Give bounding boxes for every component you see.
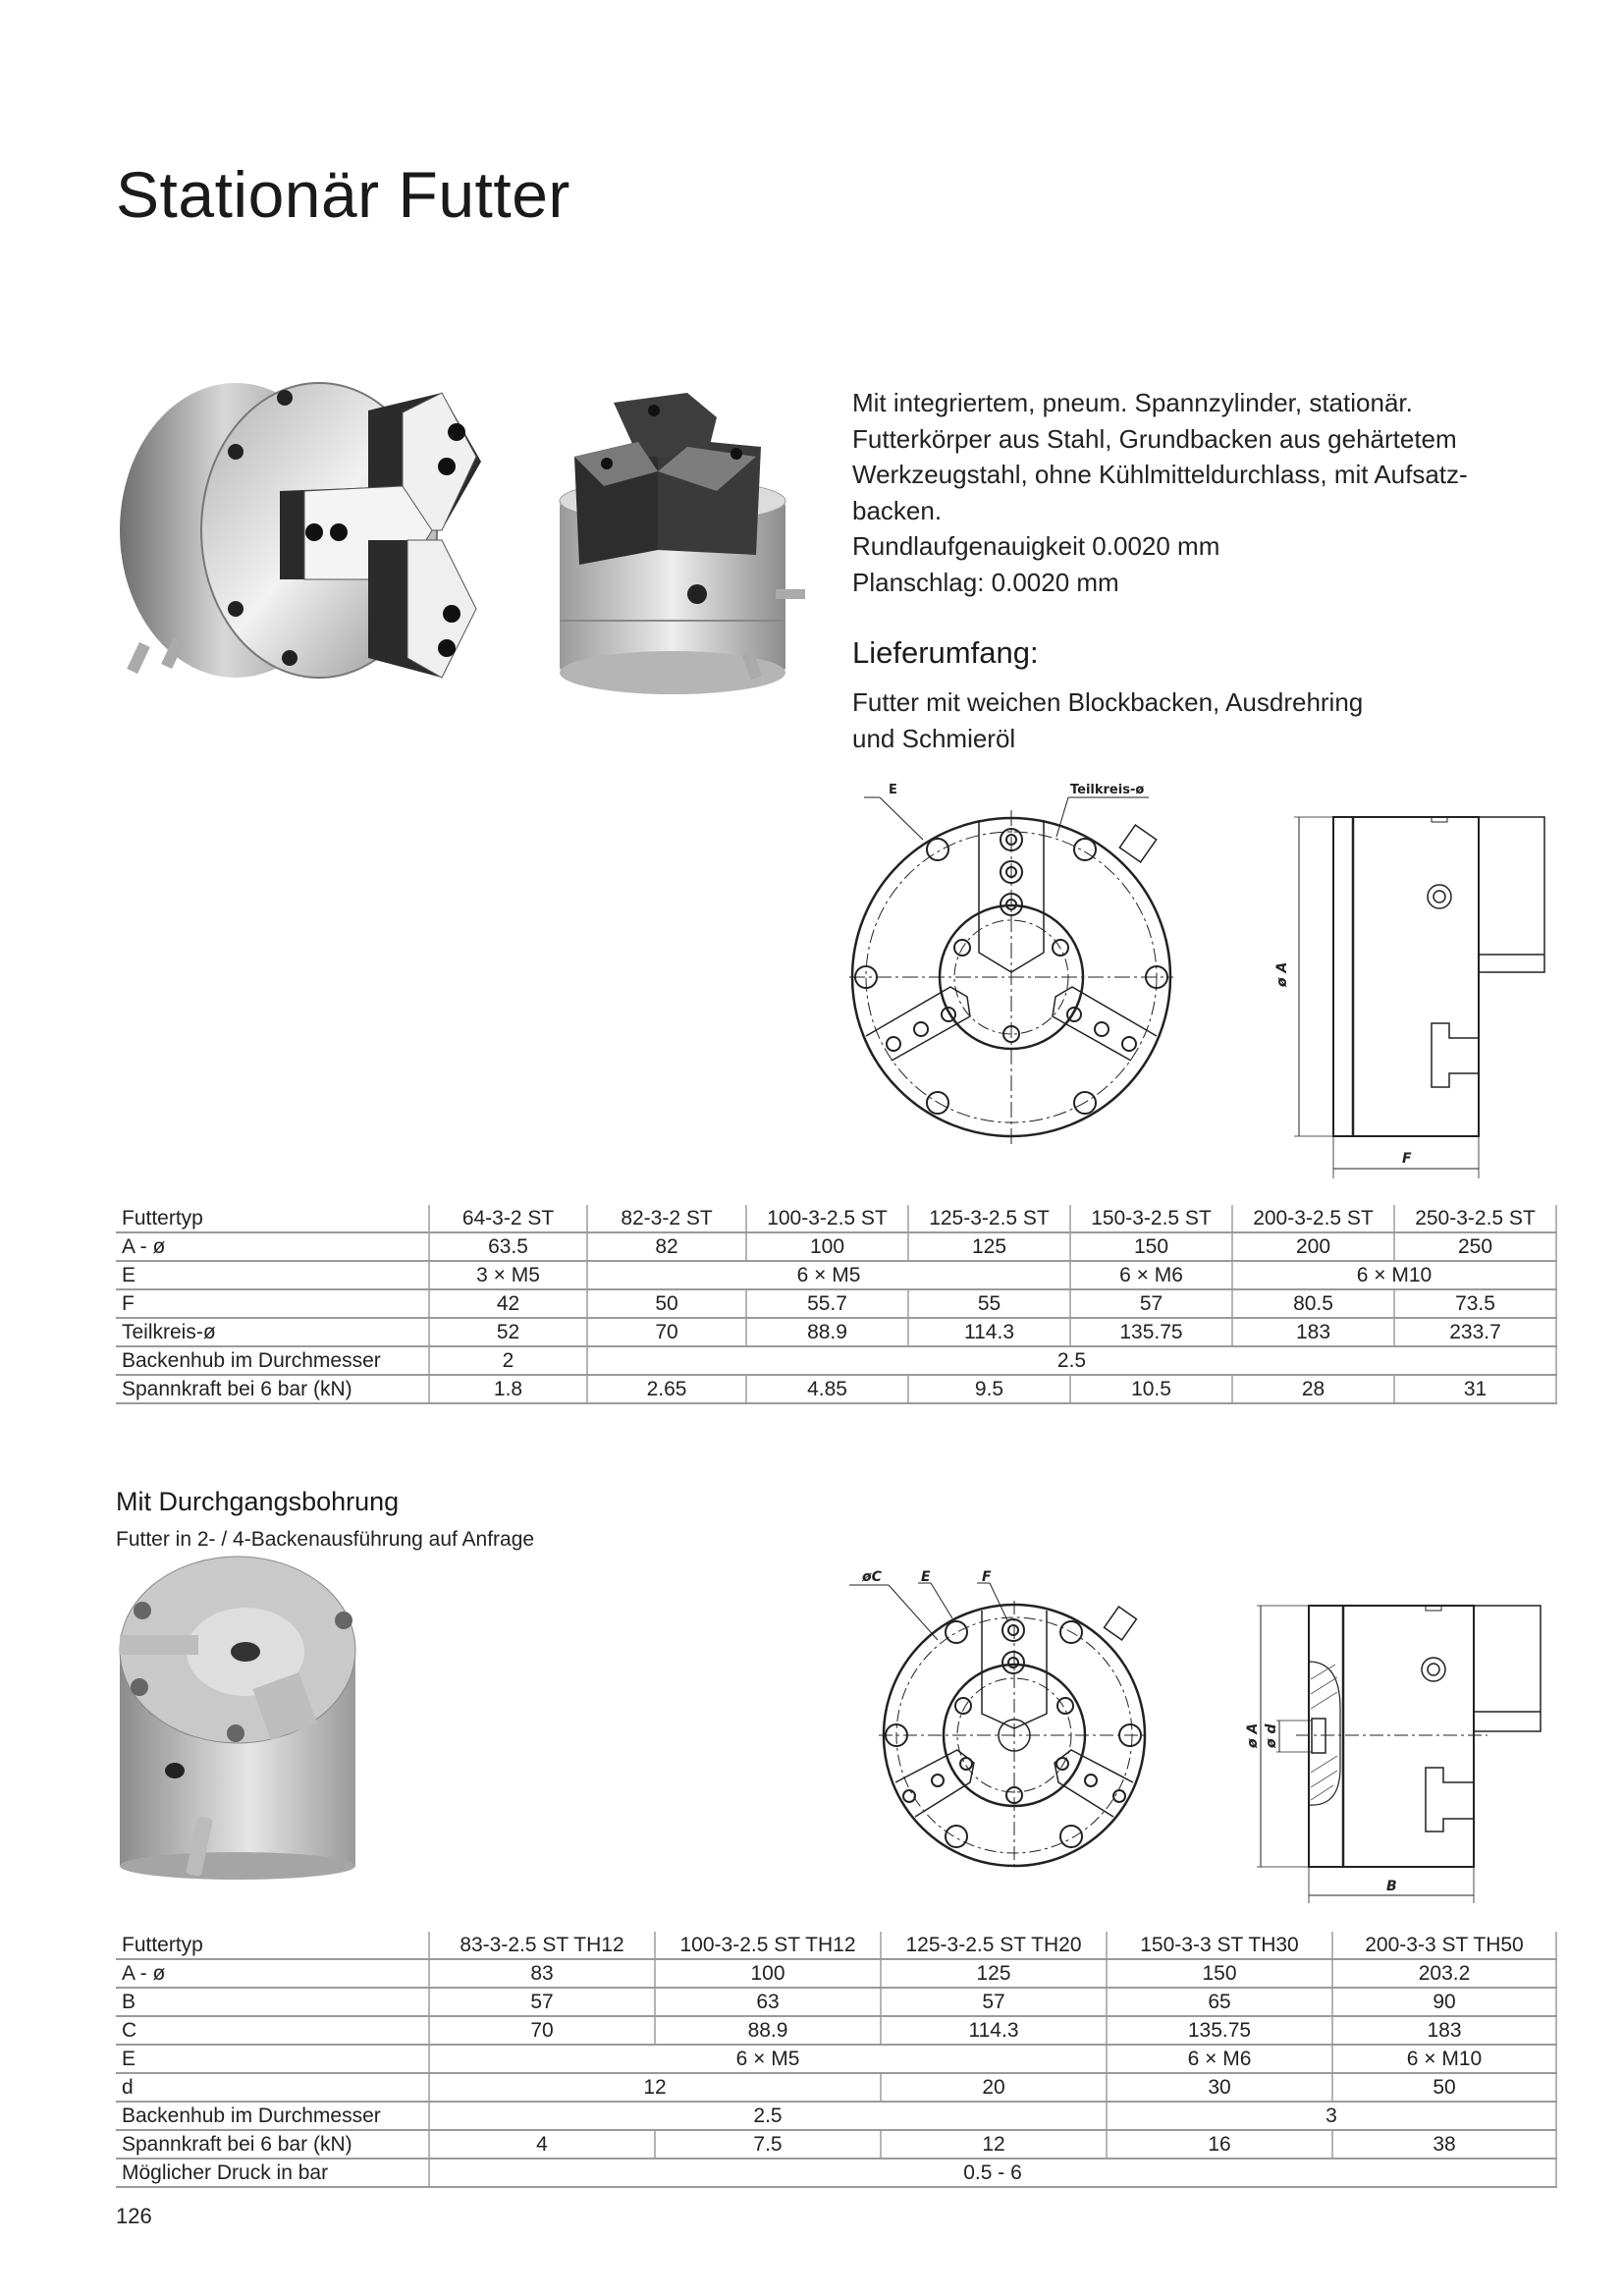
label-phi-a: ø A: [1274, 961, 1290, 987]
label-phi-d: ø d: [1264, 1723, 1279, 1748]
row-label: Futtertyp: [116, 1932, 429, 1959]
row-label: B: [116, 1988, 429, 2016]
column-header: 150-3-2.5 ST: [1070, 1205, 1232, 1232]
page-title: Stationär Futter: [116, 158, 570, 231]
table-row: [116, 2073, 1556, 2102]
table-cell: 50: [1332, 2073, 1556, 2102]
table-row: [116, 1261, 1556, 1289]
table-row: [116, 1375, 1556, 1403]
table-cell: 38: [1332, 2130, 1556, 2159]
row-label: Futtertyp: [116, 1205, 429, 1232]
column-header: 100-3-2.5 ST: [746, 1205, 908, 1232]
table-cell: 114.3: [881, 2016, 1107, 2045]
table-cell: 20: [881, 2073, 1107, 2102]
side-view-drawing-1: [1257, 795, 1571, 1188]
table-cell: 12: [881, 2130, 1107, 2159]
table-cell: 57: [881, 1988, 1107, 2016]
row-label: Spannkraft bei 6 bar (kN): [116, 2130, 429, 2159]
row-label: Backenhub im Durchmesser: [116, 2102, 429, 2130]
column-header: 83-3-2.5 ST TH12: [429, 1932, 655, 1959]
label-c: C: [871, 1569, 882, 1585]
table-cell: 52: [429, 1318, 587, 1346]
table-cell: 80.5: [1232, 1289, 1394, 1318]
description-line: Werkzeugstahl, ohne Kühlmitteldurchlass, mit Aufsatz-: [852, 460, 1468, 489]
table-row: [116, 1232, 1556, 1261]
table-cell: 83: [429, 1959, 655, 1988]
table-cell: 70: [587, 1318, 746, 1346]
description-line: Futterkörper aus Stahl, Grundbacken aus gehärtetem: [852, 423, 1457, 454]
label-f: F: [1402, 1151, 1412, 1167]
row-label: Backenhub im Durchmesser: [116, 1346, 429, 1375]
table-cell: 250: [1394, 1232, 1556, 1261]
table-cell: 3 × M5: [429, 1261, 587, 1289]
table-row: [116, 2159, 1556, 2187]
table-cell: 63: [655, 1988, 881, 2016]
row-label: Spannkraft bei 6 bar (kN): [116, 1375, 429, 1403]
row-label: Teilkreis-ø: [116, 1318, 429, 1346]
product-photo-chucks: [108, 363, 835, 717]
table-row: [116, 2102, 1556, 2130]
table-cell: 135.75: [1107, 2016, 1332, 2045]
table-cell: 125: [908, 1232, 1070, 1261]
section-heading-through-bore: Mit Durchgangsbohrung: [116, 1487, 400, 1516]
table-cell: 16: [1107, 2130, 1332, 2159]
table-cell: 7.5: [655, 2130, 881, 2159]
label-a: A: [1245, 1722, 1261, 1734]
column-header: 82-3-2 ST: [587, 1205, 746, 1232]
scope-line: und Schmieröl: [852, 723, 1016, 753]
scope-text: [852, 684, 1402, 756]
table-row: [116, 1318, 1556, 1346]
table-cell: 183: [1332, 2016, 1556, 2045]
table-cell: 82: [587, 1232, 746, 1261]
spec-table-through-bore: [116, 1932, 1557, 2188]
row-label: A - ø: [116, 1959, 429, 1988]
label-a: A: [1274, 961, 1290, 973]
table-cell: 4.85: [746, 1375, 908, 1403]
table-row: [116, 2016, 1556, 2045]
table-cell: 6 × M5: [429, 2045, 1107, 2073]
table-cell: 10.5: [1070, 1375, 1232, 1403]
table-cell: 203.2: [1332, 1959, 1556, 1988]
table-row: [116, 1932, 1556, 1959]
table-cell: 90: [1332, 1988, 1556, 2016]
table-cell: 6 × M6: [1107, 2045, 1332, 2073]
table-cell: 12: [429, 2073, 881, 2102]
table-cell: 42: [429, 1289, 587, 1318]
product-description: [852, 385, 1559, 600]
table-row: [116, 1289, 1556, 1318]
section-subtitle: Futter in 2- / 4-Backenausführung auf Anfrage: [116, 1528, 535, 1551]
chuck-photo-side: [120, 383, 481, 678]
table-cell: 135.75: [1070, 1318, 1232, 1346]
row-label: d: [116, 2073, 429, 2102]
row-label: E: [116, 1261, 429, 1289]
table-cell: 183: [1232, 1318, 1394, 1346]
face-runout: Planschlag: 0.0020 mm: [852, 567, 1119, 597]
table-cell: 2: [429, 1346, 587, 1375]
table-cell: 1.8: [429, 1375, 587, 1403]
table-cell: 65: [1107, 1988, 1332, 2016]
table-cell: 9.5: [908, 1375, 1070, 1403]
label-e: E: [921, 1569, 931, 1585]
front-view-drawing-1: [844, 776, 1217, 1159]
table-cell: 6 × M6: [1070, 1261, 1232, 1289]
table-cell: 2.65: [587, 1375, 746, 1403]
column-header: 64-3-2 ST: [429, 1205, 587, 1232]
table-cell: 150: [1070, 1232, 1232, 1261]
table-cell: 31: [1394, 1375, 1556, 1403]
table-cell: 100: [746, 1232, 908, 1261]
label-phi-c: øC: [862, 1569, 882, 1585]
side-view-drawing-2: [1247, 1591, 1571, 1925]
scope-heading: Lieferumfang:: [852, 635, 1039, 670]
table-cell: 6 × M10: [1332, 2045, 1556, 2073]
table-cell: 63.5: [429, 1232, 587, 1261]
row-label: F: [116, 1289, 429, 1318]
table-cell: 4: [429, 2130, 655, 2159]
table-cell: 200: [1232, 1232, 1394, 1261]
table-cell: 6 × M10: [1232, 1261, 1556, 1289]
table-cell: 3: [1107, 2102, 1556, 2130]
column-header: 150-3-3 ST TH30: [1107, 1932, 1332, 1959]
page-number: 126: [116, 2204, 152, 2228]
spec-table-stationary: [116, 1205, 1557, 1404]
description-line: Mit integriertem, pneum. Spannzylinder, stationär.: [852, 388, 1413, 417]
table-cell: 2.5: [587, 1346, 1556, 1375]
table-cell: 2.5: [429, 2102, 1107, 2130]
table-cell: 50: [587, 1289, 746, 1318]
front-view-drawing-2: [844, 1571, 1217, 1886]
label-teilkreis: Teilkreis-ø: [1070, 783, 1145, 797]
table-cell: 233.7: [1394, 1318, 1556, 1346]
table-cell: 0.5 - 6: [429, 2159, 1556, 2187]
table-cell: 88.9: [655, 2016, 881, 2045]
table-cell: 6 × M5: [587, 1261, 1070, 1289]
table-cell: 88.9: [746, 1318, 908, 1346]
table-cell: 150: [1107, 1959, 1332, 1988]
table-cell: 70: [429, 2016, 655, 2045]
column-header: 125-3-2.5 ST TH20: [881, 1932, 1107, 1959]
table-row: [116, 2130, 1556, 2159]
label-b: B: [1386, 1879, 1397, 1894]
table-cell: 55.7: [746, 1289, 908, 1318]
table-row: [116, 1988, 1556, 2016]
table-cell: 30: [1107, 2073, 1332, 2102]
table-row: [116, 1959, 1556, 1988]
row-label: E: [116, 2045, 429, 2073]
description-line: backen.: [852, 495, 943, 525]
label-f: F: [982, 1569, 992, 1585]
table-cell: 55: [908, 1289, 1070, 1318]
column-header: 250-3-2.5 ST: [1394, 1205, 1556, 1232]
scope-line: Futter mit weichen Blockbacken, Ausdrehring: [852, 687, 1364, 717]
table-cell: 57: [1070, 1289, 1232, 1318]
row-label: C: [116, 2016, 429, 2045]
product-photo-through-bore: [108, 1581, 353, 1915]
chuck-photo-upright: [560, 393, 805, 694]
row-label: Möglicher Druck in bar: [116, 2159, 429, 2187]
table-cell: 73.5: [1394, 1289, 1556, 1318]
table-cell: 114.3: [908, 1318, 1070, 1346]
runout-accuracy: Rundlaufgenauigkeit 0.0020 mm: [852, 531, 1220, 561]
label-phi-a: ø A: [1245, 1722, 1261, 1748]
table-cell: 57: [429, 1988, 655, 2016]
table-cell: 28: [1232, 1375, 1394, 1403]
table-cell: 100: [655, 1959, 881, 1988]
label-d: d: [1264, 1723, 1279, 1734]
table-cell: 125: [881, 1959, 1107, 1988]
table-row: [116, 1205, 1556, 1232]
column-header: 200-3-3 ST TH50: [1332, 1932, 1556, 1959]
row-label: A - ø: [116, 1232, 429, 1261]
label-e: E: [889, 783, 897, 797]
column-header: 100-3-2.5 ST TH12: [655, 1932, 881, 1959]
table-row: [116, 2045, 1556, 2073]
table-row: [116, 1346, 1556, 1375]
column-header: 125-3-2.5 ST: [908, 1205, 1070, 1232]
column-header: 200-3-2.5 ST: [1232, 1205, 1394, 1232]
